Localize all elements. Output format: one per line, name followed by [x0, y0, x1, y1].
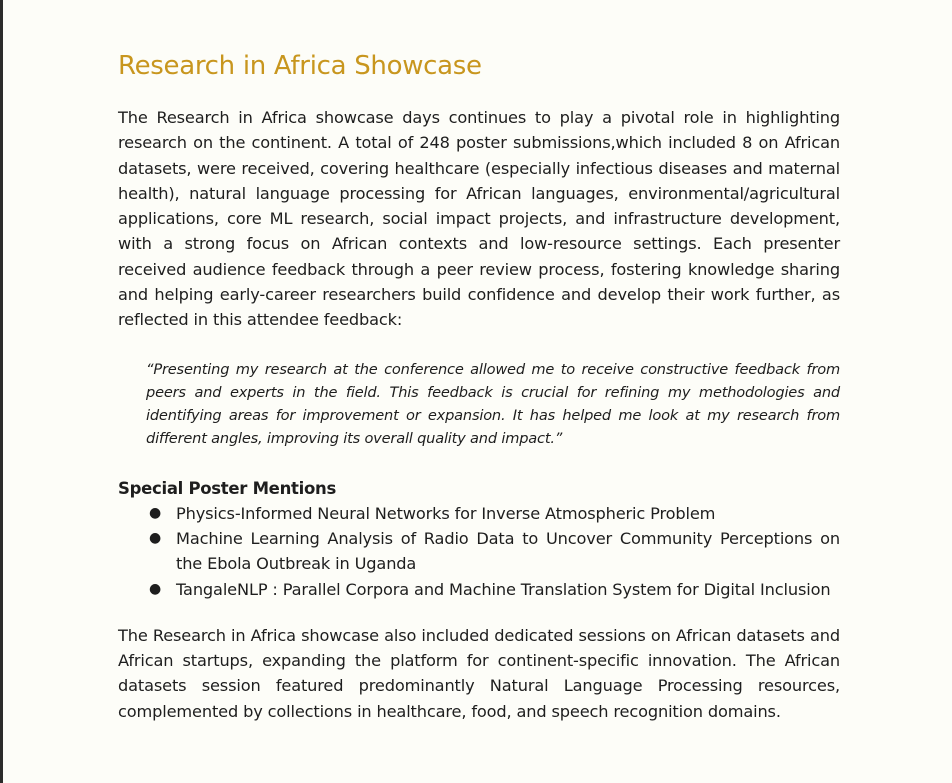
mention-text: TangaleNLP : Parallel Corpora and Machine Translation System for Digital Inclusion [176, 579, 831, 599]
list-item [118, 577, 840, 602]
special-mentions-list [118, 501, 840, 602]
closing-paragraph: The Research in Africa showcase also included dedicated sessions on African datasets and African startups, expanding the platform for continent-specific innovation. The African datasets session featured predominantly Natural Language Processing resources, complemented by collections in healthcare, food, and speech recognition domains. [118, 625, 840, 721]
bullet-icon: ● [149, 504, 162, 521]
document-page [3, 0, 952, 783]
intro-paragraph: The Research in Africa showcase days continues to play a pivotal role in highlighting research on the continent. A total of 248 poster submissions,which included 8 on African datasets, were received, covering healthcare (especially infectious diseases and maternal health), natural language processing for African languages, environmental/agricultural applications, core ML research, social impact projects, and infrastructure development, with a strong focus on African contexts and low-resource settings. Each presenter received audience feedback through a peer review process, fostering knowledge sharing and helping early-career researchers build confidence and develop their work further, as reflected in this attendee feedback: [118, 108, 840, 330]
section-title: Research in Africa Showcase [118, 51, 482, 81]
mention-text: Machine Learning Analysis of Radio Data to Uncover Community Perceptions on the Ebola Outbreak in Uganda [176, 528, 840, 574]
list-item [118, 526, 840, 577]
special-mentions-heading: Special Poster Mentions [118, 478, 336, 498]
list-item [118, 501, 840, 526]
bullet-icon: ● [149, 580, 162, 597]
page-content [118, 48, 840, 724]
mention-text: Physics-Informed Neural Networks for Inverse Atmospheric Problem [176, 503, 716, 523]
bullet-icon: ● [149, 529, 162, 546]
attendee-quote: “Presenting my research at the conference allowed me to receive constructive feedback from peers and experts in the field. This feedback is crucial for refining my methodologies and identifying areas for improvement or expansion. It has helped me look at my research from different angles, improving its overall quality and impact.” [146, 360, 840, 447]
